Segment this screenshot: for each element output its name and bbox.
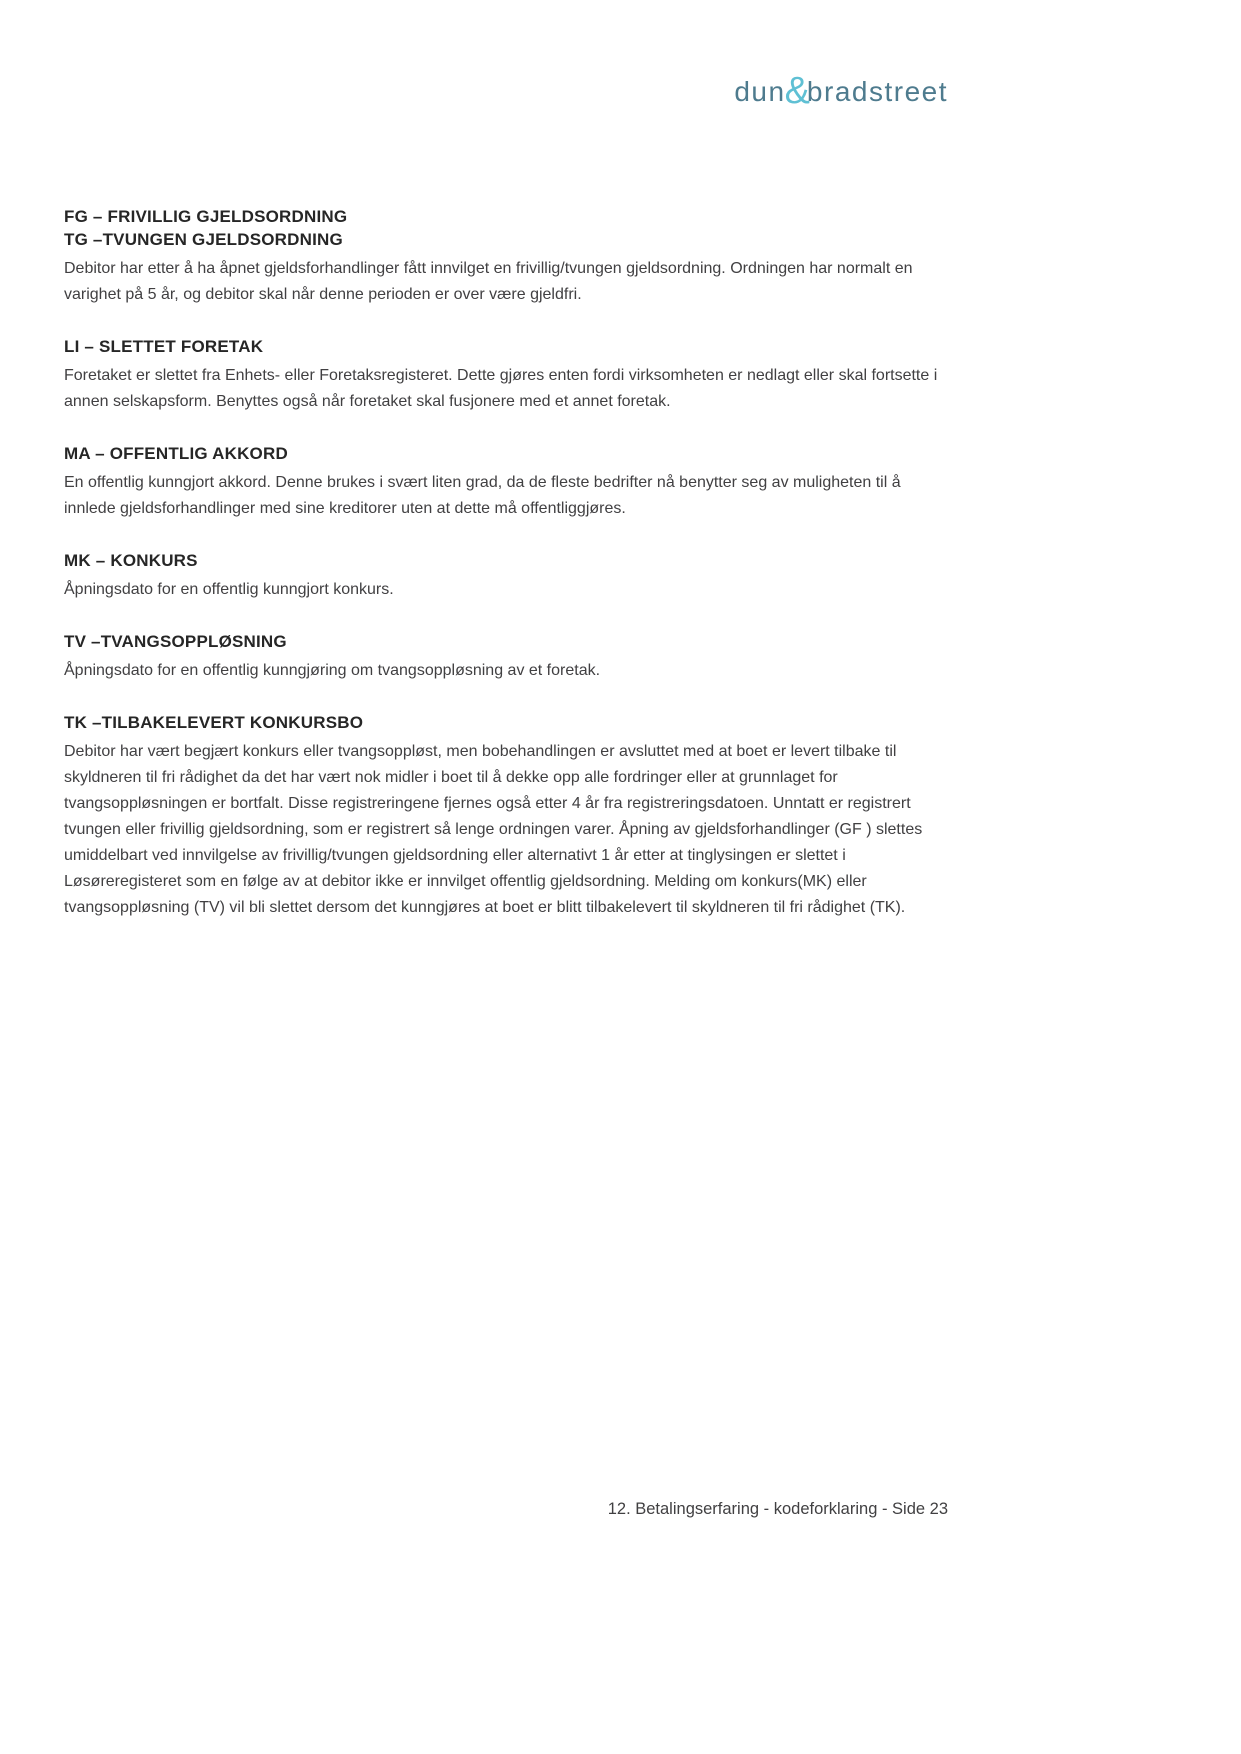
dun-bradstreet-logo bbox=[734, 68, 948, 111]
section-heading-ma: MA – OFFENTLIG AKKORD bbox=[64, 444, 288, 463]
section-tk bbox=[64, 711, 954, 921]
section-body-tk: Debitor har vært begjært konkurs eller tvangsoppløst, men bobehandlingen er avsluttet med at boet er levert tilbake til skyldneren til fri rådighet da det har vært nok midler i boet til å dekke opp alle fordringer eller at grunnlaget for tvangsoppløsningen er bortfalt. Disse registreringene fjernes også etter 4 år fra registreringsdatoen. Unntatt er registrert tvungen eller frivillig gjeldsordning, som er registrert så lenge ordningen varer. Åpning av gjeldsforhandlinger (GF ) slettes umiddelbart ved innvilgelse av frivillig/tvungen gjeldsordning eller alternativt 1 år etter at tinglysingen er slettet i Løsøreregisteret som en følge av at debitor ikke er innvilget offentlig gjeldsordning. Melding om konkurs(MK) eller tvangsoppløsning (TV) vil bli slettet dersom det kunngjøres at boet er blitt tilbakelevert til skyldneren til fri rådighet (TK). bbox=[64, 743, 923, 916]
section-heading-mk: MK – KONKURS bbox=[64, 551, 198, 570]
page-footer bbox=[608, 1500, 948, 1519]
section-heading-tk: TK –TILBAKELEVERT KONKURSBO bbox=[64, 713, 364, 732]
section-tv bbox=[64, 630, 954, 684]
section-body-fg-tg: Debitor har etter å ha åpnet gjeldsforhandlinger fått innvilget en frivillig/tvungen gjeldsordning. Ordningen har normalt en varighet på 5 år, og debitor skal når denne perioden er over være gjeldfri. bbox=[64, 260, 913, 303]
section-heading-fg: FG – FRIVILLIG GJELDSORDNING bbox=[64, 207, 348, 226]
section-li bbox=[64, 335, 954, 415]
logo-word-bradstreet: bradstreet bbox=[806, 76, 948, 107]
section-body-mk: Åpningsdato for en offentlig kunngjort konkurs. bbox=[64, 581, 394, 598]
section-body-tv: Åpningsdato for en offentlig kunngjøring om tvangsoppløsning av et foretak. bbox=[64, 662, 601, 679]
section-ma bbox=[64, 442, 954, 522]
section-heading-tg: TG –TVUNGEN GJELDSORDNING bbox=[64, 230, 343, 249]
page-footer-text: 12. Betalingserfaring - kodeforklaring - Side 23 bbox=[607, 1500, 948, 1518]
document-body bbox=[64, 205, 954, 948]
section-body-li: Foretaket er slettet fra Enhets- eller Foretaksregisteret. Dette gjøres enten fordi virksomheten er nedlagt eller skal fortsette i annen selskapsform. Benyttes også når foretaket skal fusjonere med et annet foretak. bbox=[64, 367, 938, 410]
section-heading-li: LI – SLETTET FORETAK bbox=[64, 337, 264, 356]
logo-word-dun: dun bbox=[734, 76, 786, 107]
section-fg-tg bbox=[64, 205, 954, 308]
section-heading-tv: TV –TVANGSOPPLØSNING bbox=[64, 632, 287, 651]
section-mk bbox=[64, 549, 954, 603]
section-body-ma: En offentlig kunngjort akkord. Denne brukes i svært liten grad, da de fleste bedrifter nå benytter seg av muligheten til å innlede gjeldsforhandlinger med sine kreditorer uten at dette må offentliggjøres. bbox=[64, 474, 901, 517]
logo-ampersand-icon: & bbox=[784, 70, 810, 112]
